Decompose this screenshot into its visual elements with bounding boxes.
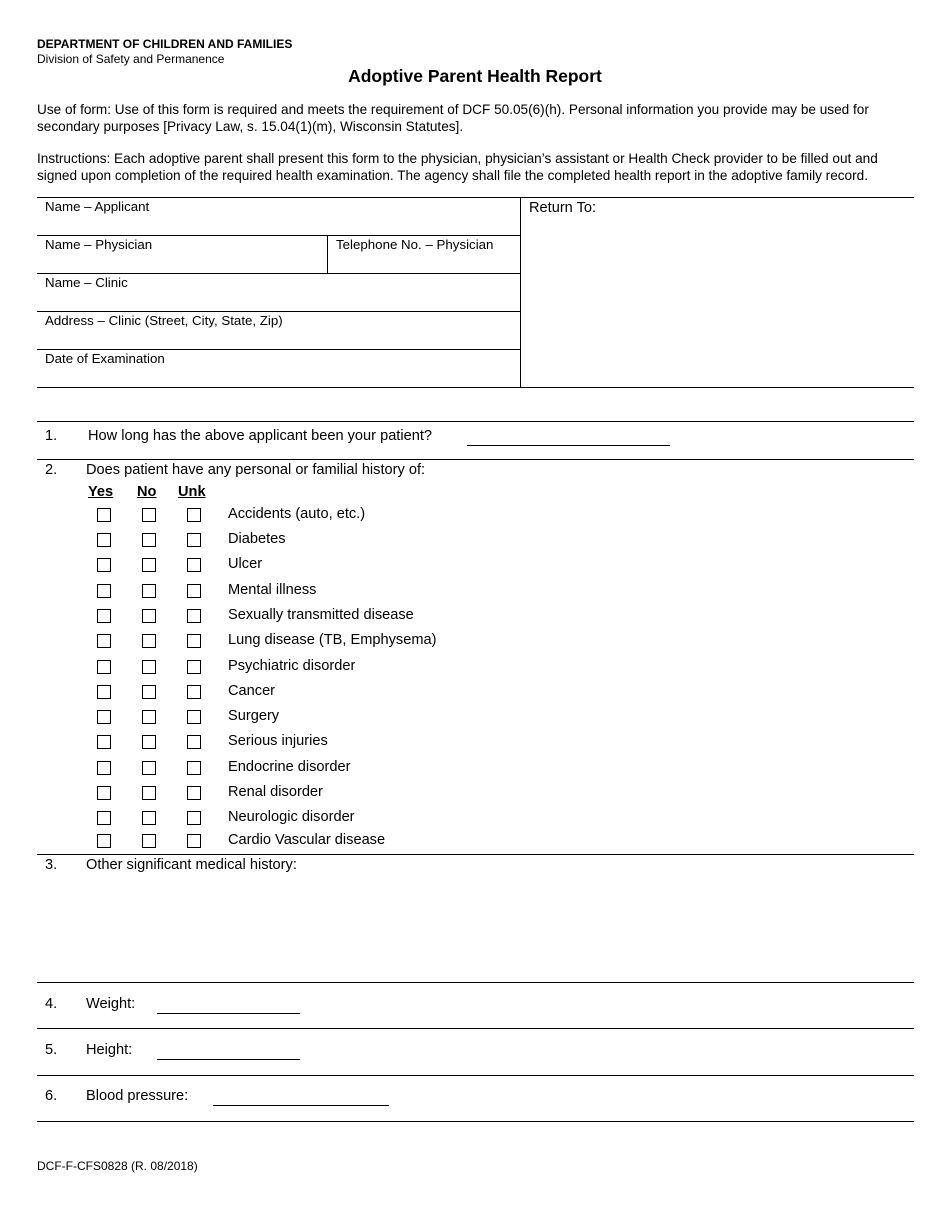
- q3-number: 3.: [45, 857, 58, 873]
- height-label: Height:: [86, 1042, 133, 1058]
- patient-duration-input[interactable]: [467, 445, 670, 446]
- unk-checkbox[interactable]: [187, 786, 201, 800]
- info-top-border: [37, 197, 914, 198]
- form-title: Adoptive Parent Health Report: [348, 66, 602, 86]
- yes-checkbox[interactable]: [97, 660, 111, 674]
- unk-checkbox[interactable]: [187, 558, 201, 572]
- yes-checkbox[interactable]: [97, 735, 111, 749]
- history-item-label: Diabetes: [228, 531, 286, 547]
- yes-checkbox[interactable]: [97, 533, 111, 547]
- history-item-label: Surgery: [228, 708, 280, 724]
- unk-checkbox[interactable]: [187, 533, 201, 547]
- info-bottom-border: [37, 387, 914, 388]
- q3-question: Other significant medical history:: [86, 857, 297, 873]
- no-checkbox[interactable]: [142, 710, 156, 724]
- department-name: DEPARTMENT OF CHILDREN AND FAMILIES: [37, 37, 293, 51]
- history-item-label: Psychiatric disorder: [228, 658, 356, 674]
- unk-column-header: Unk: [178, 484, 206, 500]
- q4-number: 4.: [45, 996, 58, 1012]
- history-item-label: Endocrine disorder: [228, 759, 351, 775]
- row-divider: [37, 273, 520, 274]
- unk-checkbox[interactable]: [187, 811, 201, 825]
- weight-input[interactable]: [157, 1013, 300, 1014]
- row-divider: [37, 311, 520, 312]
- medical-history-input[interactable]: [86, 878, 912, 978]
- history-item-label: Cancer: [228, 683, 276, 699]
- physician-name-field[interactable]: Name – Physician: [45, 237, 153, 252]
- yes-checkbox[interactable]: [97, 685, 111, 699]
- unk-checkbox[interactable]: [187, 508, 201, 522]
- yes-checkbox[interactable]: [97, 508, 111, 522]
- physician-telephone-field[interactable]: Telephone No. – Physician: [336, 237, 494, 252]
- unk-checkbox[interactable]: [187, 634, 201, 648]
- division-name: Division of Safety and Permanence: [37, 52, 225, 66]
- applicant-name-field[interactable]: Name – Applicant: [45, 199, 150, 214]
- no-checkbox[interactable]: [142, 685, 156, 699]
- q6-number: 6.: [45, 1088, 58, 1104]
- q3-bottom-border: [37, 982, 914, 983]
- use-of-form-text: Use of form: Use of this form is required and meets the requirement of DCF 50.05(6)(h). Personal information you provide may be used for secondary purposes [Privacy Law, s. 15.04(1)(m), Wisconsin Statutes].: [37, 102, 869, 134]
- unk-checkbox[interactable]: [187, 710, 201, 724]
- no-checkbox[interactable]: [142, 584, 156, 598]
- unk-checkbox[interactable]: [187, 660, 201, 674]
- q1-number: 1.: [45, 428, 58, 444]
- q1-bottom-border: [37, 459, 914, 460]
- no-checkbox[interactable]: [142, 558, 156, 572]
- row-divider: [37, 235, 520, 236]
- unk-checkbox[interactable]: [187, 609, 201, 623]
- q6-bottom-border: [37, 1121, 914, 1122]
- height-input[interactable]: [157, 1059, 300, 1060]
- q5-number: 5.: [45, 1042, 58, 1058]
- return-to-field[interactable]: Return To:: [529, 200, 597, 216]
- info-divider: [520, 197, 521, 388]
- history-item-label: Accidents (auto, etc.): [228, 506, 366, 522]
- blood-pressure-input[interactable]: [213, 1105, 389, 1106]
- unk-checkbox[interactable]: [187, 685, 201, 699]
- instructions-text: Instructions: Each adoptive parent shall present this form to the physician, physician’s assistant or Health Check provider to be filled out and signed upon completion of the required health examination. The agency shall file the completed health report in the adoptive family record.: [37, 151, 878, 183]
- row-divider: [37, 349, 520, 350]
- unk-checkbox[interactable]: [187, 735, 201, 749]
- phone-divider: [327, 235, 328, 273]
- history-item-label: Ulcer: [228, 556, 263, 572]
- q1-top-border: [37, 421, 914, 422]
- yes-checkbox[interactable]: [97, 584, 111, 598]
- history-item-label: Serious injuries: [228, 733, 328, 749]
- no-checkbox[interactable]: [142, 609, 156, 623]
- no-checkbox[interactable]: [142, 834, 156, 848]
- no-checkbox[interactable]: [142, 811, 156, 825]
- no-checkbox[interactable]: [142, 533, 156, 547]
- yes-checkbox[interactable]: [97, 811, 111, 825]
- no-checkbox[interactable]: [142, 786, 156, 800]
- no-checkbox[interactable]: [142, 735, 156, 749]
- yes-checkbox[interactable]: [97, 786, 111, 800]
- history-item-label: Sexually transmitted disease: [228, 607, 414, 623]
- history-item-label: Renal disorder: [228, 784, 323, 800]
- history-item-label: Mental illness: [228, 582, 317, 598]
- weight-label: Weight:: [86, 996, 136, 1012]
- yes-checkbox[interactable]: [97, 634, 111, 648]
- yes-column-header: Yes: [88, 484, 114, 500]
- q5-bottom-border: [37, 1075, 914, 1076]
- no-checkbox[interactable]: [142, 660, 156, 674]
- form-id: DCF-F-CFS0828 (R. 08/2018): [37, 1159, 198, 1173]
- yes-checkbox[interactable]: [97, 834, 111, 848]
- unk-checkbox[interactable]: [187, 584, 201, 598]
- q2-bottom-border: [37, 854, 914, 855]
- blood-pressure-label: Blood pressure:: [86, 1088, 189, 1104]
- history-item-label: Cardio Vascular disease: [228, 832, 386, 848]
- clinic-address-field[interactable]: Address – Clinic (Street, City, State, Zip): [45, 313, 283, 328]
- q1-question: How long has the above applicant been your patient?: [88, 428, 433, 444]
- q2-question: Does patient have any personal or familial history of:: [86, 462, 426, 478]
- q4-bottom-border: [37, 1028, 914, 1029]
- exam-date-field[interactable]: Date of Examination: [45, 351, 165, 366]
- no-checkbox[interactable]: [142, 508, 156, 522]
- history-item-label: Lung disease (TB, Emphysema): [228, 632, 437, 648]
- yes-checkbox[interactable]: [97, 609, 111, 623]
- yes-checkbox[interactable]: [97, 710, 111, 724]
- unk-checkbox[interactable]: [187, 761, 201, 775]
- yes-checkbox[interactable]: [97, 558, 111, 572]
- no-column-header: No: [137, 484, 157, 500]
- no-checkbox[interactable]: [142, 634, 156, 648]
- no-checkbox[interactable]: [142, 761, 156, 775]
- unk-checkbox[interactable]: [187, 834, 201, 848]
- history-item-label: Neurologic disorder: [228, 809, 355, 825]
- q2-number: 2.: [45, 462, 58, 478]
- clinic-name-field[interactable]: Name – Clinic: [45, 275, 128, 290]
- yes-checkbox[interactable]: [97, 761, 111, 775]
